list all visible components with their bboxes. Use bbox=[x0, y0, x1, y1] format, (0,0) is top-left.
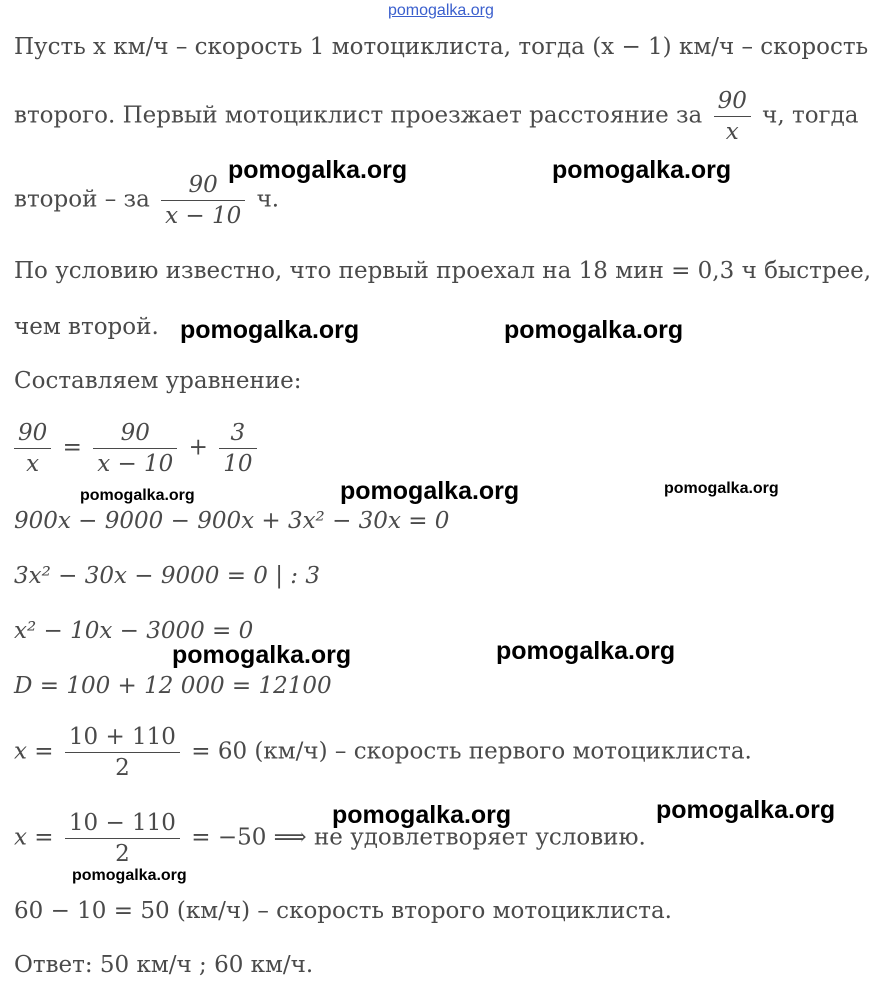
equation-discriminant: D = 100 + 12 000 = 12100 bbox=[14, 673, 332, 699]
watermark: pomogalka.org bbox=[172, 641, 352, 669]
equation-3: 3x² − 30x − 9000 = 0 | : 3 bbox=[14, 563, 320, 589]
watermark: pomogalka.org bbox=[552, 156, 732, 184]
fraction-90-over-x bbox=[714, 86, 751, 147]
equation-1 bbox=[10, 418, 261, 479]
root-1 bbox=[14, 722, 752, 783]
text-line-6: Составляем уравнение: bbox=[14, 368, 302, 394]
equals-sign: = bbox=[62, 434, 82, 461]
text-line-1: Пусть x км/ч – скорость 1 мотоциклиста, тогда (x − 1) км/ч – скорость bbox=[14, 34, 869, 60]
root-lhs: x = bbox=[14, 738, 54, 765]
fraction-denominator: x − 10 bbox=[93, 448, 177, 479]
plus-sign: + bbox=[188, 434, 208, 461]
root-lhs: x = bbox=[14, 824, 54, 851]
watermark: pomogalka.org bbox=[332, 801, 512, 829]
fraction-denominator: x − 10 bbox=[161, 200, 245, 231]
fraction-denominator: 10 bbox=[219, 448, 256, 479]
fraction-numerator: 90 bbox=[120, 420, 150, 446]
fraction-numerator: 3 bbox=[230, 420, 246, 446]
text-line-5: чем второй. bbox=[14, 314, 159, 340]
text-segment: ч, тогда bbox=[762, 102, 859, 129]
text-line-final: 60 − 10 = 50 (км/ч) – скорость второго мотоциклиста. bbox=[14, 898, 672, 924]
root-2 bbox=[14, 808, 646, 869]
fraction-denominator: 2 bbox=[65, 752, 180, 783]
equation-2: 900x − 9000 − 900x + 3x² − 30x = 0 bbox=[14, 508, 450, 534]
fraction-numerator: 10 + 110 bbox=[68, 724, 176, 750]
watermark: pomogalka.org bbox=[228, 156, 408, 184]
fraction-numerator: 90 bbox=[18, 420, 48, 446]
fraction bbox=[14, 418, 51, 479]
fraction bbox=[93, 418, 177, 479]
fraction-numerator: 10 − 110 bbox=[68, 810, 176, 836]
text-segment: ч. bbox=[256, 186, 280, 213]
fraction bbox=[219, 418, 256, 479]
watermark: pomogalka.org bbox=[340, 477, 520, 505]
answer-line: Ответ: 50 км/ч ; 60 км/ч. bbox=[14, 952, 314, 978]
equation-4: x² − 10x − 3000 = 0 bbox=[14, 618, 254, 644]
watermark: pomogalka.org bbox=[180, 316, 360, 344]
watermark: pomogalka.org bbox=[504, 316, 684, 344]
text-line-2 bbox=[14, 86, 858, 147]
root-rhs: = −50 ⟹ не удовлетворяет условию. bbox=[191, 824, 646, 851]
fraction-denominator: x bbox=[14, 448, 51, 479]
text-line-3 bbox=[14, 170, 279, 231]
watermark-top[interactable]: pomogalka.org bbox=[388, 2, 494, 19]
watermark: pomogalka.org bbox=[656, 796, 836, 824]
fraction bbox=[65, 808, 180, 869]
root-rhs: = 60 (км/ч) – скорость первого мотоциклиста. bbox=[191, 738, 752, 765]
text-segment: второго. Первый мотоциклист проезжает расстояние за bbox=[14, 102, 703, 129]
watermark: pomogalka.org bbox=[72, 867, 187, 884]
fraction-90-over-x-minus-10 bbox=[161, 170, 245, 231]
watermark: pomogalka.org bbox=[80, 487, 195, 504]
fraction-numerator: 90 bbox=[717, 88, 747, 114]
fraction-denominator: x bbox=[714, 116, 751, 147]
text-line-4: По условию известно, что первый проехал на 18 мин = 0,3 ч быстрее, bbox=[14, 258, 872, 284]
watermark: pomogalka.org bbox=[496, 637, 676, 665]
text-segment: второй – за bbox=[14, 186, 150, 213]
fraction bbox=[65, 722, 180, 783]
fraction-denominator: 2 bbox=[65, 838, 180, 869]
fraction-numerator: 90 bbox=[188, 172, 218, 198]
watermark: pomogalka.org bbox=[664, 480, 779, 497]
